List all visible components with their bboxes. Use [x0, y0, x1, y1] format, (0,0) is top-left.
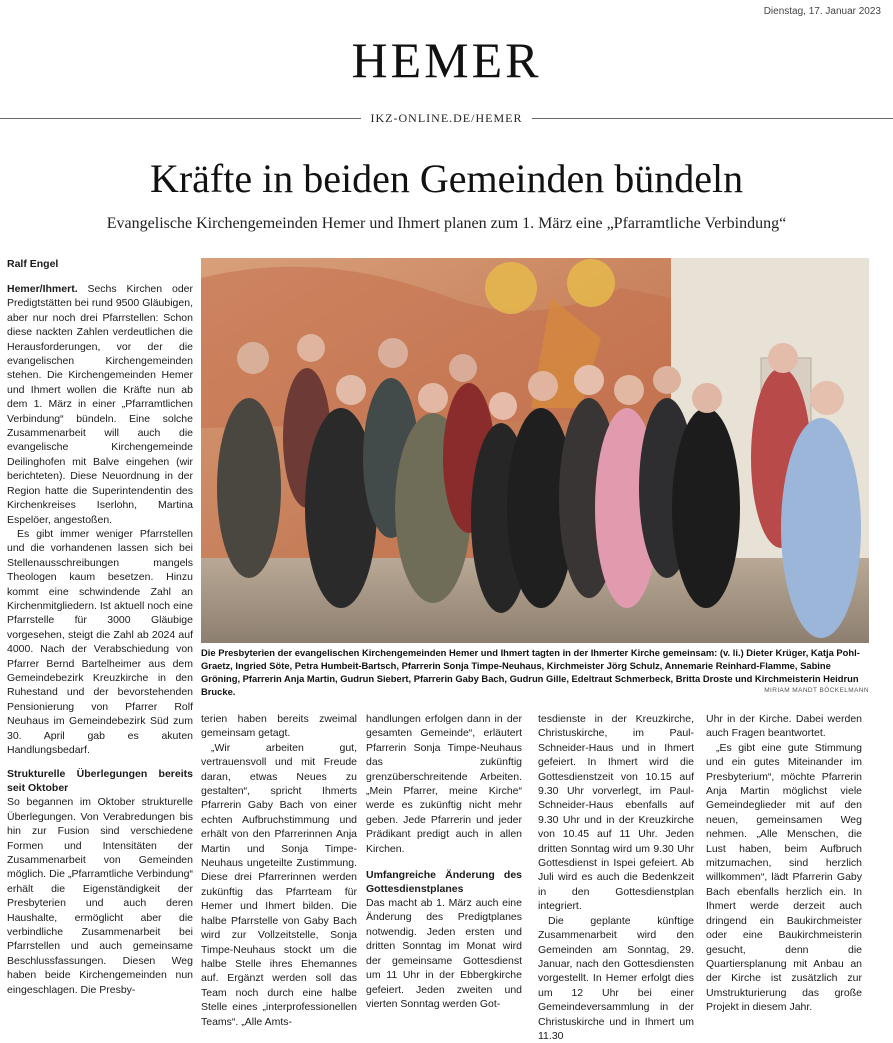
paragraph: Die geplante künftige Zusammenarbeit wird den Gemeinden am Sonntag, 29. Januar, nach den Gottesdiensten vorgestellt. In Hemer erfolgt dies um 12 Uhr bei einer Gemeindeversammlung in der Christuskirche und in Ihmert um 11.30 — [538, 914, 694, 1042]
article-subheadline: Evangelische Kirchengemeinden Hemer und Ihmert planen zum 1. März eine „Pfarramtliche Verbindung“ — [106, 215, 787, 232]
paragraph: Uhr in der Kirche. Dabei werden auch Fragen beantwortet. — [706, 713, 862, 740]
issue-date: Dienstag, 17. Januar 2023 — [763, 6, 881, 17]
photo-credit: MIRIAM MANDT BÖCKELMANN — [764, 687, 869, 694]
lead-text: Sechs Kirchen oder Predigtstätten bei rund 9500 Gläubigen, aber nur noch drei Pfarrstellen: Schon diese nackten Zahlen verdeutlichen die Herausforderungen, vor der die evangelischen Kirchengemeinden stehen. Die Kirchengemeinden Hemer und Ihmert wollen die Kräfte nun ab dem 1. März in einer „Pfarramtlichen Verbindung“ bündeln. Eine solche Zusammenarbeit will auch die evangelische Kirchengemeinde Deilinghofen mit Balve eingehen (wir berichteten). Diese Neuordnung in der Region hatte die Superintendentin des Kirchenkreises Iserlohn, Martina Espelöer, angestoßen. — [7, 283, 193, 526]
paragraph: „Es gibt eine gute Stimmung und ein gutes Miteinander im Presbyterium“, möchte Pfarrerin Anja Martin möglichst viele Gemeindeglieder mit auf den neuen, gemeinsamen Weg nehmen. „Alle Menschen, die Lust haben, beim Aufbruch mitzumachen, sind herzlich willkommen“, lädt Pfarrerin Gaby Bach ebenfalls herzlich ein. In Ihmert werde derzeit auch dringend ein Baukirchmeister oder eine Baukirchmeisterin gesucht, denn die Quartiersplanung mit Anbau an der Kirche ist zusätzlich zur Umstrukturierung das große Projekt in diesem Jahr. — [706, 741, 862, 1014]
photo-caption: Die Presbyterien der evangelischen Kirchengemeinden Hemer und Ihmert tagten in der Ihmerter Kirche gemeinsam: (v. li.) Dieter Krüger, Katja Pohl-Graetz, Ingried Söte, Petra Humbeit-Bartsch, Pfarrerin Sonja Timpe-Neuhaus, Kirchmeister Jörg Schulz, Annemarie Reinhard-Flamme, Sabine Gröning, Pfarrerin Anja Martin, Gudrun Siebert, Pfarrerin Gaby Bach, Gudrun Gille, Edeltraut Schmerbeck, Britta Droste und Kirchmeisterin Heidrun Brucke. — [201, 647, 860, 697]
column-1 — [7, 258, 193, 997]
section-site-label[interactable]: IKZ-ONLINE.DE/HEMER — [361, 111, 533, 125]
paragraph: „Wir arbeiten gut, vertrauensvoll und mit Freude daran, etwas Neues zu gestalten“, spricht Ihmerts Pfarrerin Gaby Bach von einer echten Aufbruchstimmung und erhält von den Pfarrerinnen Anja Martin und Sonja Timpe-Neuhaus ungeteilte Zustimmung. Diese drei Pfarrerinnen werden zukünftig das Pfarrteam für Hemer und Ihmert bilden. Die halbe Pfarrstelle von Gaby Bach wird zur Vollzeitstelle, Sonja Timpe-Neuhaus stockt um die halbe Stelle ihres Ehemannes auf. Ergänzt werden soll das Team noch durch eine halbe Stelle eines „interprofessionellen Teams“. „Alle Amts- — [201, 741, 357, 1028]
paragraph: Es gibt immer weniger Pfarrstellen und die vorhandenen lassen sich bei Stellenausschreibungen mangels Theologen kaum besetzen. Hinzu kommt eine schwindende Zahl an Kirchenmitgliedern. Ist aktuell noch eine Pfarrstelle für 3000 Gläubige vorgesehen, steigt die Zahl ab 2024 auf 4000. Nach der Verabschiedung von Pfarrer Bernd Bartelheimer aus dem Gemeindebezirk Kreuzkirche in den Ruhestand und der bevorstehenden Pensionierung von Pfarrer Rolf Neuhaus im Gemeindebezirk Süd zum 30. April gab es akuten Handlungsbedarf. — [7, 527, 193, 756]
paragraph: handlungen erfolgen dann in der gesamten Gemeinde“, erläutert Pfarrerin Sonja Timpe-Neuhaus das zukünftig grenzüberschreitende Arbeiten. „Mein Pfarrer, meine Kirche“ werde es zukünftig nicht mehr geben. Jede Pfarrerin und jeder Prädikant predigt auch in allen Kirchen. — [366, 713, 522, 855]
paragraph: Das macht ab 1. März auch eine Änderung des Predigtplanes notwendig. Jeden ersten und dritten Sonntag im Monat wird der gemeinsame Gottesdienst um 11 Uhr in der Ebbergkirche gefeiert. Jeden zweiten und vierten Sonntag werden Got- — [366, 897, 522, 1010]
masthead — [0, 30, 893, 90]
group-photo-illustration — [201, 258, 869, 643]
column-4 — [538, 712, 694, 1043]
byline: Ralf Engel — [7, 258, 59, 270]
subheading: Umfangreiche Änderung des Gottesdienstplanes — [366, 869, 522, 896]
paragraph: terien haben bereits zweimal gemeinsam getagt. — [201, 713, 357, 740]
section-rule — [0, 111, 893, 125]
dateline: Hemer/Ihmert. — [7, 283, 78, 295]
column-3 — [366, 712, 522, 1011]
article-headline: Kräfte in beiden Gemeinden bündeln — [149, 156, 744, 201]
paragraph: tesdienste in der Kreuzkirche, Christuskirche, im Paul-Schneider-Haus und in Ihmert gefeiert. In Ihmert wird die Gottesdienstzeit von 10.15 auf 9.30 Uhr vorverlegt, im Paul-Schneider-Haus ebenfalls auf 9.30 Uhr und in der Kreuzkirche von 10.45 auf 11 Uhr. Jeden dritten Sonntag wird um 9.30 Uhr Gottesdienst in Ispei gefeiert. Ab Juli wird es auch die Bedenkzeit in den Gottesdienstplan integriert. — [538, 713, 694, 913]
subheading: Strukturelle Überlegungen bereits seit Oktober — [7, 768, 193, 795]
masthead-title: HEMER — [351, 32, 542, 88]
paragraph: So begannen im Oktober strukturelle Überlegungen. Von Verabredungen bis hin zur Fusion sind verschiedene Formen und Intensitäten der Zusammenarbeit von Gemeinden möglich. Die „Pfarramtliche Verbindung“ erhält die Eigenständigkeit der Presbyterien und auch deren Haushalte, ermöglicht aber die verbindliche Zusammenarbeit bei Pfarrstellen und auch gemeinsame Beschlussfassungen. Diesen Weg haben beide Kirchengemeinden nun eingeschlagen. Die Presby- — [7, 796, 193, 996]
column-5 — [706, 712, 862, 1015]
section-site — [0, 111, 893, 126]
lead-paragraph — [7, 282, 193, 527]
column-2 — [201, 712, 357, 1029]
group-photo — [201, 258, 869, 643]
